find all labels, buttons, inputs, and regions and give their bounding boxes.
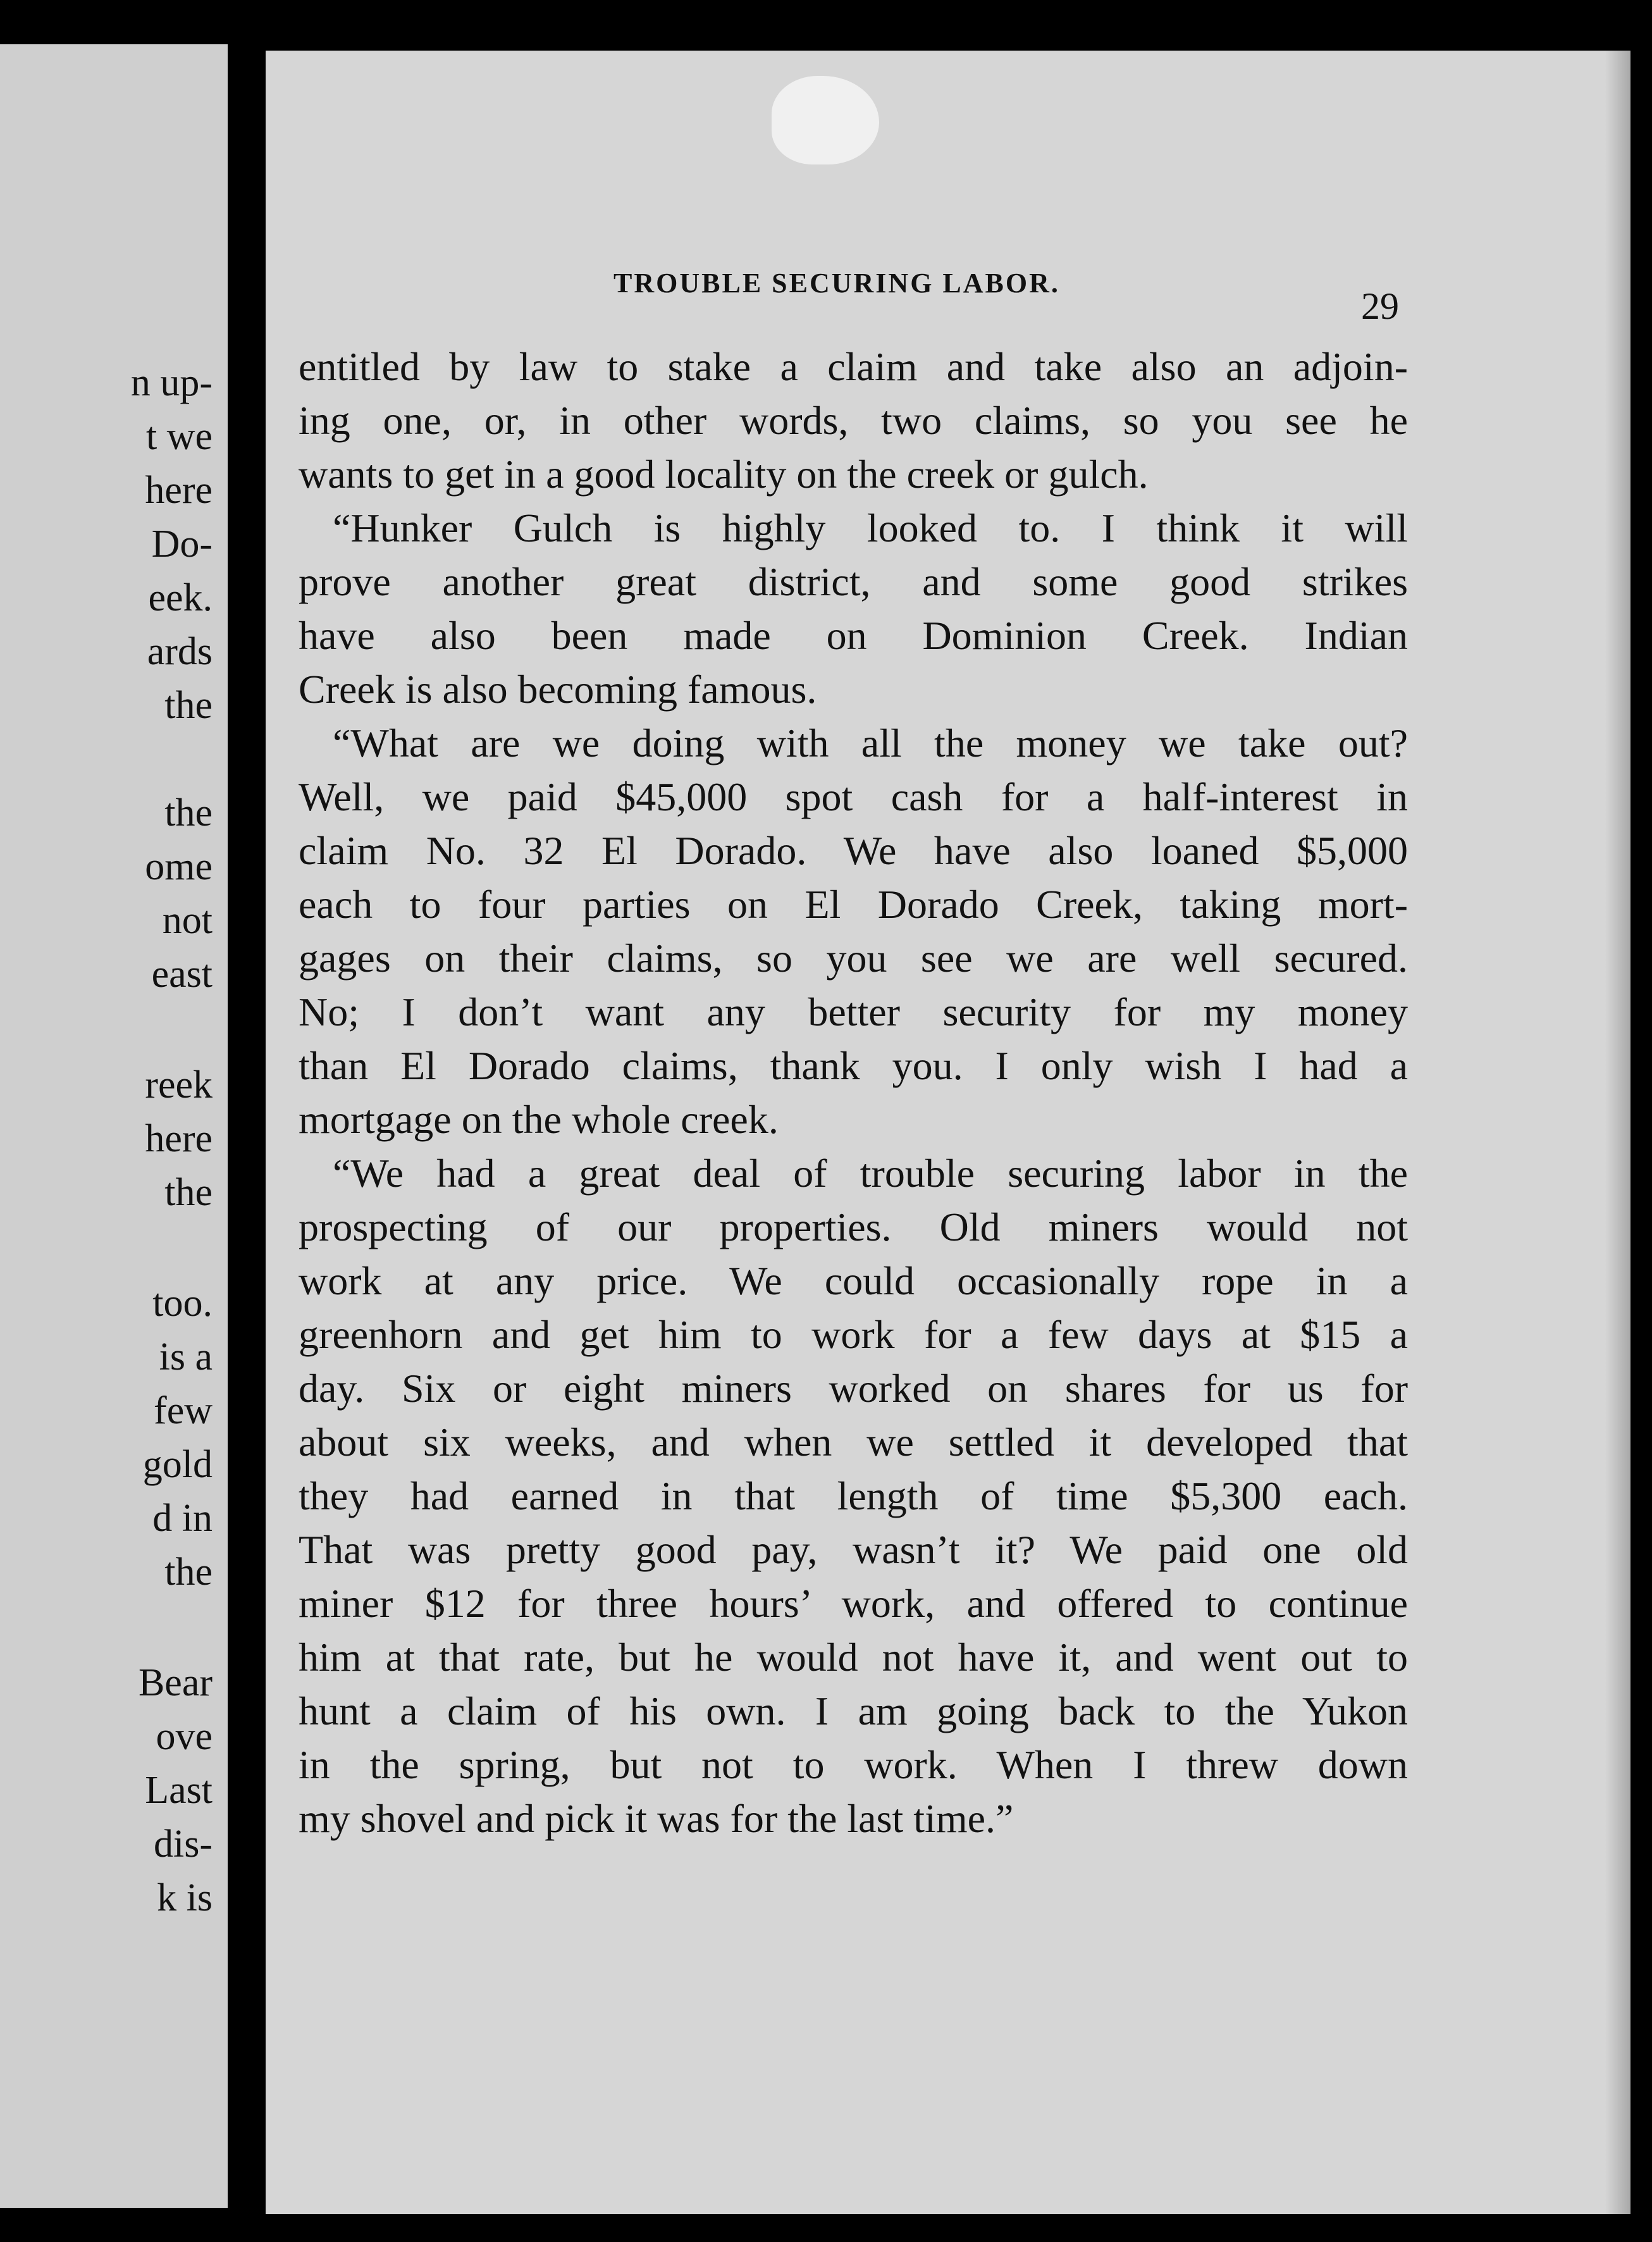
left-page-fragment: ove: [156, 1715, 213, 1758]
text-line: wants to get in a good locality on the creek or gulch.: [299, 452, 1149, 497]
text-line: Well, we paid $45,000 spot cash for a half-interest in: [299, 774, 1408, 819]
text-line: prospecting of our properties. Old miners would not: [299, 1205, 1408, 1249]
page-number: 29: [1361, 285, 1399, 327]
text-line: greenhorn and get him to work for a few days at $15 a: [299, 1312, 1408, 1357]
text-line: prove another great district, and some good strikes: [299, 559, 1408, 604]
text-line: mortgage on the whole creek.: [299, 1097, 779, 1142]
left-page-fragment: ards: [147, 630, 213, 673]
text-line: in the spring, but not to work. When I threw down: [299, 1742, 1408, 1787]
text-line: ing one, or, in other words, two claims, so you see he: [299, 398, 1408, 443]
left-page-fragment: too.: [152, 1282, 213, 1325]
left-page-fragment: the: [164, 791, 213, 834]
page-edge: [1605, 51, 1630, 2214]
text-line: day. Six or eight miners worked on shares for us for: [299, 1366, 1408, 1411]
left-page-fragment: the: [164, 1551, 213, 1594]
paper-stain: [772, 76, 879, 164]
text-line: work at any price. We could occasionally rope in a: [299, 1258, 1408, 1303]
text-line: they had earned in that length of time $5,300 each.: [299, 1473, 1408, 1518]
left-page-fragment: eek.: [148, 576, 213, 619]
left-page-fragment: Bear: [138, 1661, 213, 1704]
book-gutter: [228, 0, 266, 2242]
left-page-fragment: the: [164, 684, 213, 727]
text-line: entitled by law to stake a claim and take also an adjoin-: [299, 344, 1408, 389]
left-page-fragment: k is: [157, 1876, 213, 1919]
text-line: That was pretty good pay, wasn’t it? We paid one old: [299, 1527, 1408, 1572]
text-line: claim No. 32 El Dorado. We have also loaned $5,000: [299, 828, 1408, 873]
left-page-fragment: d in: [152, 1497, 213, 1540]
text-line: him at that rate, but he would not have it, and went out to: [299, 1635, 1408, 1680]
left-page-fragment: few: [154, 1389, 213, 1432]
left-page-fragment: east: [151, 953, 213, 996]
paragraph-first-line: “What are we doing with all the money we take out?: [333, 721, 1408, 765]
paragraph-first-line: “Hunker Gulch is highly looked to. I think it will: [333, 505, 1408, 550]
left-page-fragment: not: [162, 899, 213, 942]
paragraph-first-line: “We had a great deal of trouble securing labor in the: [333, 1151, 1408, 1196]
left-page-fragment: is a: [159, 1335, 213, 1378]
text-line: my shovel and pick it was for the last time.”: [299, 1796, 1014, 1841]
left-page-fragment: here: [145, 1117, 213, 1160]
text-line: about six weeks, and when we settled it developed that: [299, 1420, 1408, 1465]
text-line: than El Dorado claims, thank you. I only wish I had a: [299, 1043, 1408, 1088]
running-head: TROUBLE SECURING LABOR.: [613, 268, 1060, 299]
left-page-fragment: gold: [142, 1443, 213, 1486]
left-page-fragment: dis-: [154, 1823, 213, 1866]
left-page-fragment: ome: [145, 845, 213, 888]
left-facing-page: [0, 44, 228, 2208]
left-page-fragment: the: [164, 1171, 213, 1214]
text-line: Creek is also becoming famous.: [299, 667, 817, 712]
left-page-fragment: Last: [145, 1769, 213, 1812]
text-line: No; I don’t want any better security for my money: [299, 989, 1408, 1034]
left-page-fragment: t we: [145, 415, 213, 458]
left-page-fragment: Do-: [151, 523, 213, 566]
text-line: miner $12 for three hours’ work, and offered to continue: [299, 1581, 1408, 1626]
text-line: each to four parties on El Dorado Creek, taking mort-: [299, 882, 1408, 927]
text-line: hunt a claim of his own. I am going back to the Yukon: [299, 1688, 1408, 1733]
left-page-fragment: here: [145, 469, 213, 512]
text-line: have also been made on Dominion Creek. Indian: [299, 613, 1408, 658]
left-page-fragment: n up-: [130, 361, 213, 404]
text-line: gages on their claims, so you see we are well secured.: [299, 936, 1408, 981]
left-page-fragment: reek: [145, 1063, 213, 1106]
book-page: [266, 51, 1630, 2214]
